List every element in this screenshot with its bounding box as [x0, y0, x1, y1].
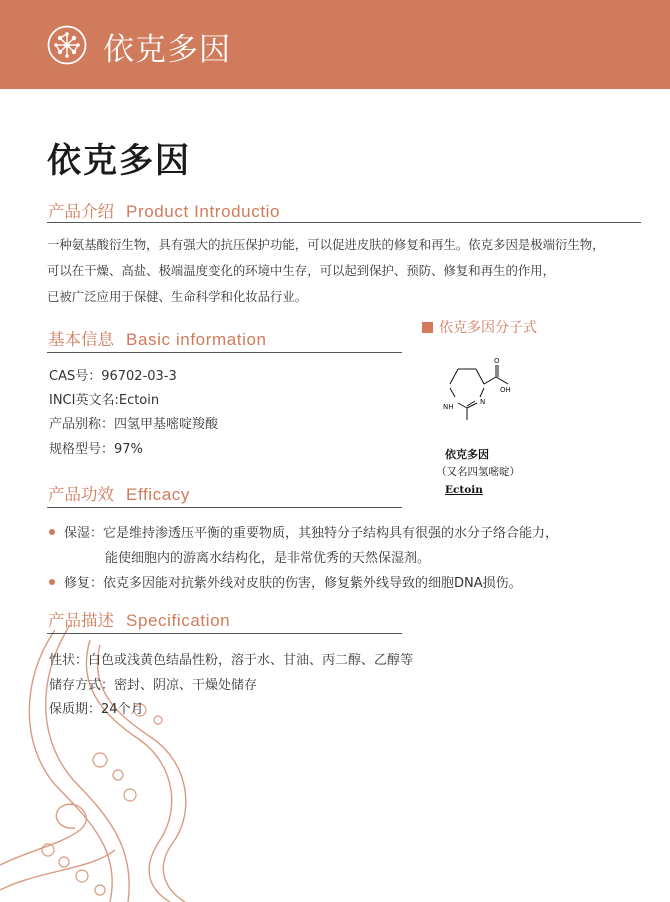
efficacy-item-continuation: 能使细胞内的游离水结构化，是非常优秀的天然保湿剂。 — [105, 551, 431, 566]
atom-oh: OH — [500, 386, 511, 394]
intro-section-title — [48, 198, 280, 222]
intro-title-en: Product Introductio — [126, 202, 281, 221]
efficacy-item-text: 保湿：它是维持渗透压平衡的重要物质，其独特分子结构具有很强的水分子络合能力， — [64, 526, 559, 541]
atom-nh: NH — [443, 403, 454, 411]
bullet-dot-icon — [49, 529, 55, 535]
intro-title-cn: 产品介绍 — [48, 202, 114, 221]
efficacy-item-moisturize — [49, 522, 558, 541]
product-alias: 产品别称：四氢甲基嘧啶羧酸 — [49, 417, 219, 432]
page-title: 依克多因 — [47, 141, 191, 181]
efficacy-title-en: Efficacy — [126, 485, 191, 504]
molecule-label — [422, 317, 537, 337]
molecule-alias: （又名四氢嘧啶） — [436, 466, 520, 478]
inci-name: INCI英文名:Ectoin — [49, 393, 160, 408]
spec-shelf-life: 保质期：24个月 — [49, 702, 144, 717]
basic-section-title — [48, 326, 267, 350]
efficacy-section-title — [48, 481, 190, 505]
intro-paragraph — [47, 232, 647, 310]
molecule-label-text: 依克多因分子式 — [439, 320, 537, 336]
spec-title-en: Specification — [126, 611, 231, 630]
atom-o: O — [494, 357, 500, 365]
efficacy-divider — [47, 507, 402, 508]
product-spec: 规格型号：97% — [49, 442, 143, 457]
ectoin-structure-diagram — [436, 354, 526, 444]
basic-divider — [47, 352, 402, 353]
intro-divider — [47, 222, 641, 223]
bullet-dot-icon — [49, 579, 55, 585]
intro-line: 一种氨基酸衍生物，具有强大的抗压保护功能，可以促进皮肤的修复和再生。依克多因是极端衍生物， — [47, 237, 605, 252]
efficacy-item-text: 修复：依克多因能对抗紫外线对皮肤的伤害，修复紫外线导致的细胞DNA损伤。 — [64, 576, 522, 591]
molecule-name: 依克多因 — [445, 448, 489, 461]
intro-line: 已被广泛应用于保健、生命科学和化妆品行业。 — [47, 289, 308, 304]
molecule-english-name: Ectoin — [445, 484, 483, 496]
square-bullet-icon — [422, 322, 433, 333]
molecule-network-icon — [47, 25, 87, 65]
cas-number: CAS号：96702-03-3 — [49, 369, 177, 384]
spec-title-cn: 产品描述 — [48, 611, 114, 630]
decorative-swirl-graphic — [0, 600, 260, 902]
header-title: 依克多因 — [103, 32, 231, 68]
spec-storage: 储存方式：密封、阴凉、干燥处储存 — [49, 678, 258, 693]
header-banner — [0, 0, 670, 89]
efficacy-title-cn: 产品功效 — [48, 485, 114, 504]
efficacy-item-repair — [49, 572, 522, 591]
intro-line: 可以在干燥、高盐、极端温度变化的环境中生存，可以起到保护、预防、修复和再生的作用， — [47, 263, 556, 278]
basic-title-en: Basic information — [126, 330, 267, 349]
basic-title-cn: 基本信息 — [48, 330, 114, 349]
spec-appearance: 性状：白色或浅黄色结晶性粉，溶于水、甘油、丙二醇、乙醇等 — [49, 653, 414, 668]
spec-section-title — [48, 607, 230, 631]
spec-divider — [47, 633, 402, 634]
atom-n: N — [480, 398, 486, 406]
